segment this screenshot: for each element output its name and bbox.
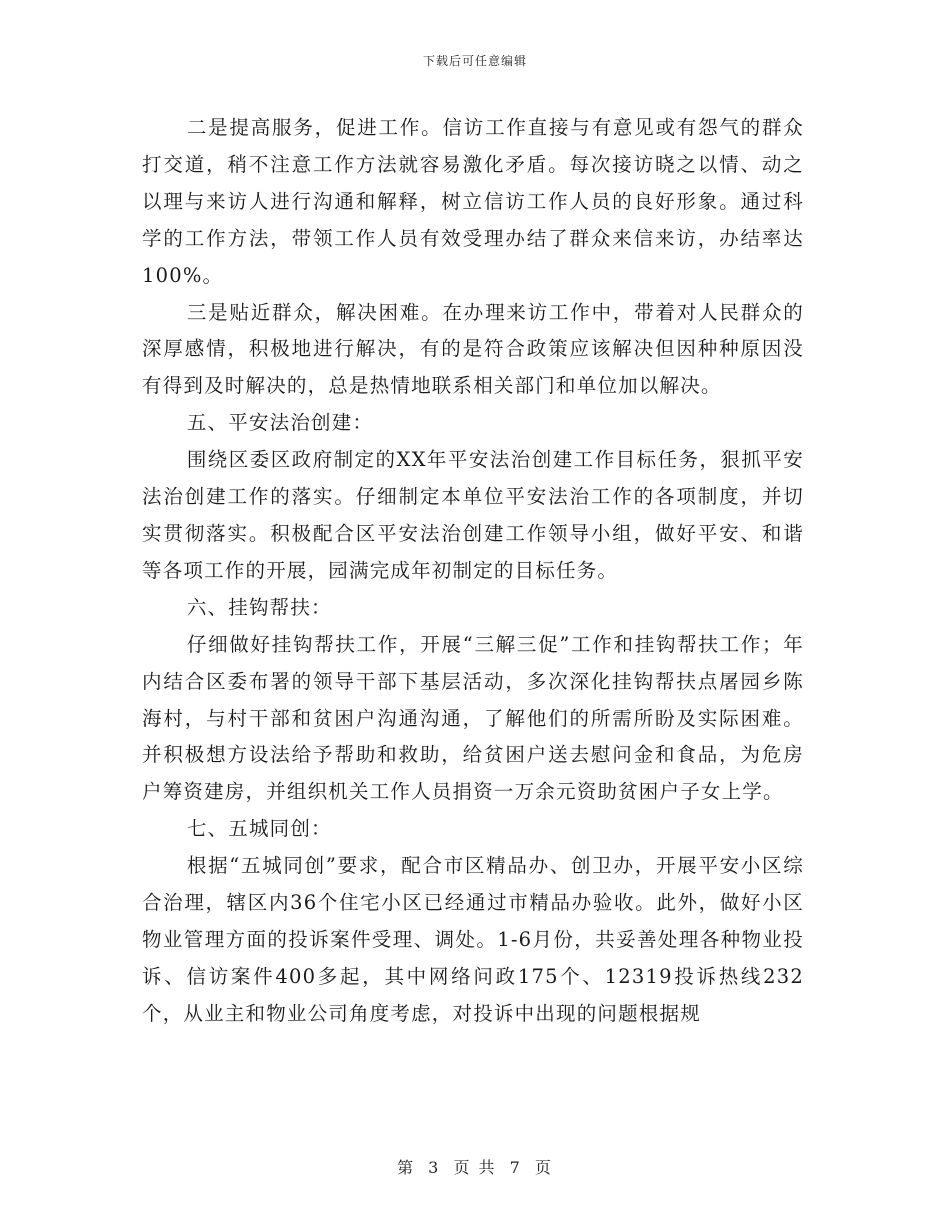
paragraph-paired-assistance: 仔细做好挂钩帮扶工作，开展“三解三促”工作和挂钩帮扶工作；年内结合区委布署的领导干部下基层活动，多次深化挂钩帮扶点屠园乡陈海村，与村干部和贫困户沟通沟通，了解他们的所需所盼及实际困难。并积极想方设法给予帮助和救助，给贫困户送去慰问金和食品，为危房户筹资建房，并组织机关工作人员捐资一万余元资助贫困户子女上学。 (142, 632, 804, 804)
current-page-number: 3 (428, 1158, 441, 1177)
document-body (142, 110, 804, 1033)
section-heading-five-cities: 七、五城同创： (186, 817, 332, 841)
page-header: 下载后可任意编辑 (422, 54, 527, 68)
paragraph-service: 二是提高服务，促进工作。信访工作直接与有意见或有怨气的群众打交道，稍不注意工作方法就容易激化矛盾。每次接访晓之以情、动之以理与来访人进行沟通和解释，树立信访工作人员的良好形象。通过科学的工作方法，带领工作人员有效受理办结了群众来信来访，办结率达100%。 (142, 116, 804, 287)
section-heading-safety-rule-of-law: 五、平安法治创建： (186, 411, 374, 435)
paragraph-close-to-masses: 三是贴近群众，解决困难。在办理来访工作中，带着对人民群众的深厚感情，积极地进行解决，有的是符合政策应该解决但因种种原因没有得到及时解决的，总是热情地联系相关部门和单位加以解决。 (142, 300, 804, 398)
total-page-count: 7 (509, 1158, 522, 1177)
footer-prefix: 第 (397, 1158, 416, 1177)
footer-middle: 页 共 (453, 1158, 497, 1177)
footer-suffix: 页 (534, 1158, 553, 1177)
paragraph-safety-rule-of-law: 围绕区委区政府制定的XX年平安法治创建工作目标任务，狠抓平安法治创建工作的落实。仔细制定本单位平安法治工作的各项制度，并切实贯彻落实。积极配合区平安法治创建工作领导小组，做好平安、和谐等各项工作的开展，园满完成年初制定的目标任务。 (142, 448, 804, 582)
page-footer (0, 1155, 950, 1178)
section-heading-paired-assistance: 六、挂钩帮扶： (186, 595, 332, 619)
paragraph-five-cities: 根据“五城同创”要求，配合市区精品办、创卫办，开展平安小区综合治理，辖区内36个住宅小区已经通过市精品办验收。此外，做好小区物业管理方面的投诉案件受理、调处。1-6月份，共妥善处理各种物业投诉、信访案件400多起，其中网络问政175个、12319投诉热线232个，从业主和物业公司角度考虑，对投诉中出现的问题根据规 (142, 854, 804, 1025)
